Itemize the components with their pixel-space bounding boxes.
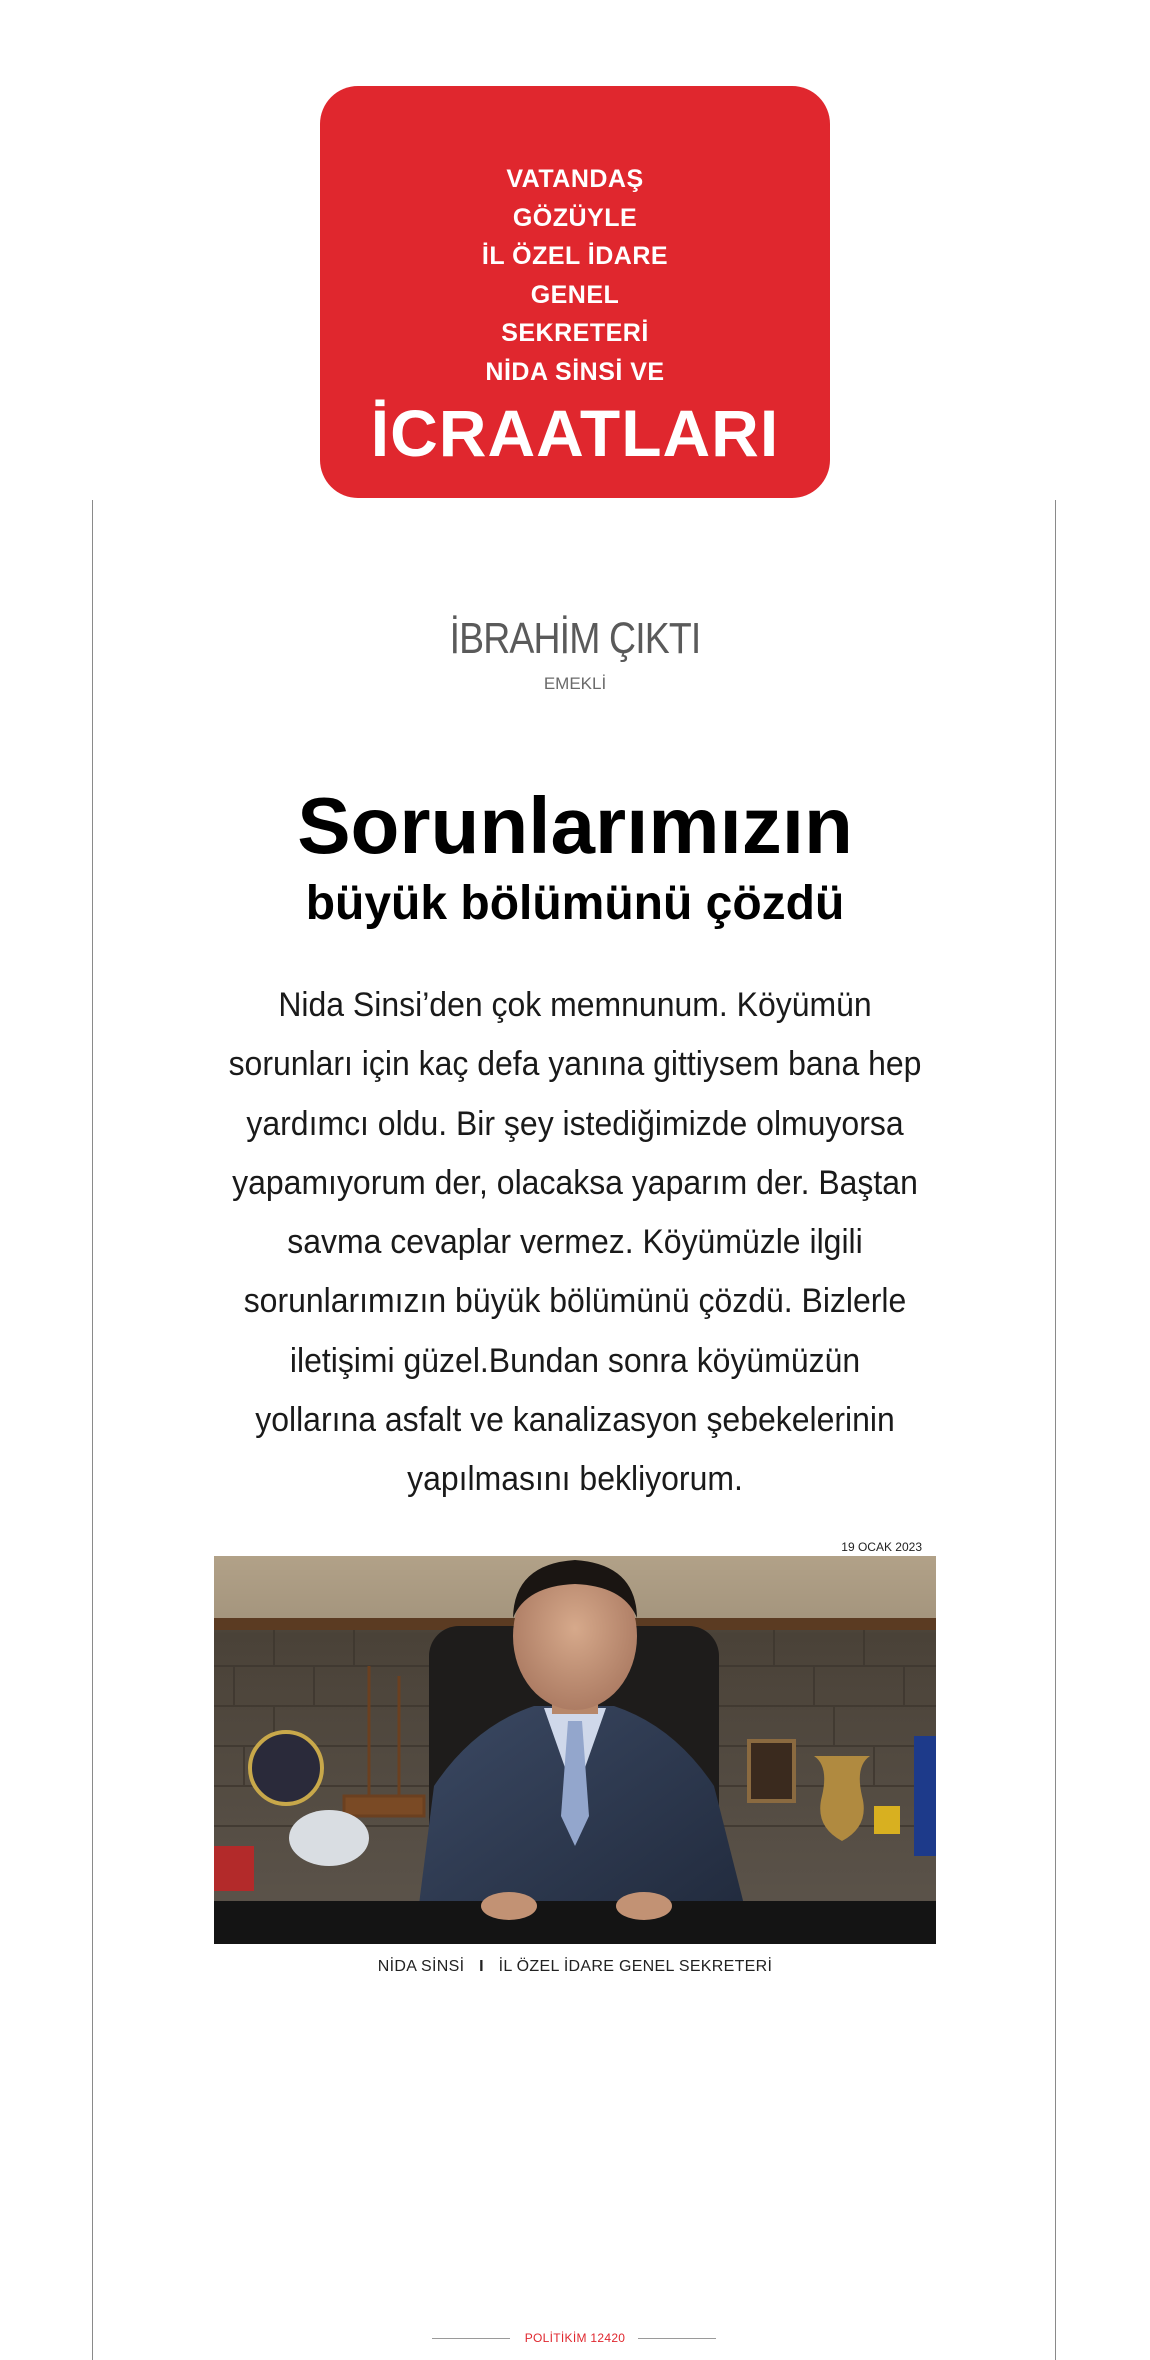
caption-separator: I: [479, 1958, 484, 1975]
frame-right: [749, 1741, 794, 1801]
article-body-line: yapılmasını bekliyorum.: [407, 1460, 743, 1499]
page-footer: [0, 2330, 1150, 2346]
red-ornament: [214, 1846, 254, 1891]
article-body-line: yardımcı oldu. Bir şey istediğimizde olmuyorsa: [246, 1104, 904, 1143]
article-body: [223, 976, 928, 1510]
banner-line: GENEL: [530, 280, 620, 309]
article-body-line: Nida Sinsi’den çok memnunum. Köyümün: [278, 986, 872, 1024]
caption-name: NİDA SİNSİ: [377, 1958, 465, 1975]
caption-title: İL ÖZEL İDARE GENEL SEKRETERİ: [498, 1958, 773, 1975]
article-headline: Sorunlarımızın: [297, 781, 853, 870]
article-subheadline: büyük bölümünü çözdü: [305, 877, 845, 930]
portrait-photo: [214, 1556, 936, 1944]
left-frame-rule: [92, 500, 93, 2360]
banner-line: SEKRETERİ: [501, 319, 649, 347]
hand-left: [481, 1892, 537, 1920]
banner-line: NİDA SİNSİ VE: [485, 357, 665, 386]
author-name: İBRAHİM ÇIKTI: [449, 614, 701, 663]
helmet-ornament: [289, 1810, 369, 1866]
article-body-line: savma cevaplar vermez. Köyümüzle ilgili: [287, 1223, 863, 1262]
author-role: EMEKLİ: [543, 674, 607, 693]
yellow-ornament: [874, 1806, 900, 1834]
banner-line: GÖZÜYLE: [512, 203, 638, 232]
banner-line: VATANDAŞ: [506, 165, 644, 193]
title-banner: [320, 86, 830, 498]
flag: [914, 1736, 936, 1856]
desk: [214, 1901, 936, 1944]
emblem-plaque: [250, 1732, 322, 1804]
article-body-line: yapamıyorum der, olacaksa yaparım der. Baştan: [232, 1163, 918, 1202]
article-body-line: iletişimi güzel.Bundan sonra köyümüzün: [289, 1341, 861, 1380]
photo-caption: [0, 1957, 1150, 1977]
right-frame-rule: [1055, 500, 1056, 2360]
article-body-line: yollarına asfalt ve kanalizasyon şebekelerinin: [255, 1401, 895, 1440]
article-body-line: sorunları için kaç defa yanına gittiysem bana hep: [228, 1045, 922, 1084]
banner-big-title: İCRAATLARI: [370, 396, 780, 470]
hand-right: [616, 1892, 672, 1920]
banner-line: İL ÖZEL İDARE: [481, 242, 669, 270]
footer-rule-right: [638, 2338, 716, 2339]
footer-label: POLİTİKİM 12420: [524, 2331, 626, 2345]
article-body-line: sorunlarımızın büyük bölümünü çözdü. Bizlerle: [243, 1282, 907, 1321]
article-date: 19 OCAK 2023: [841, 1540, 922, 1554]
